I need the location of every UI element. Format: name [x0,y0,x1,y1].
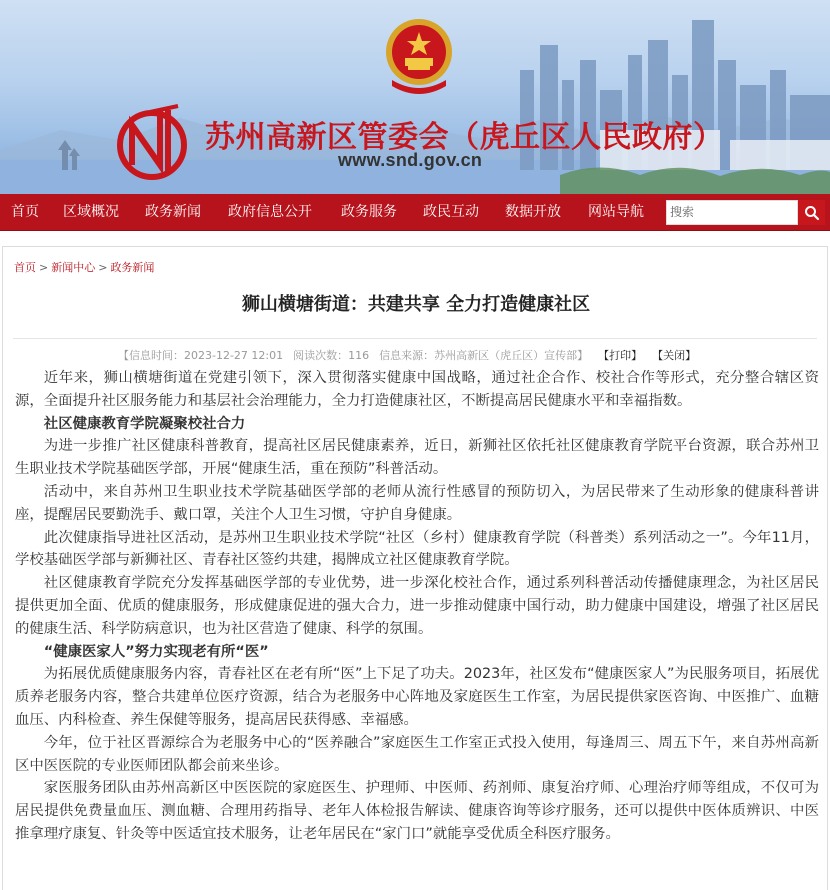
article-paragraph: 为拓展优质健康服务内容，青春社区在老有所“医”上下足了功夫。2023年，社区发布“健康医家人”为民服务项目，拓展优质养老服务内容，整合共建单位医疗资源，结合为老服务中心阵地及家庭医生工作室，为居民提供家医咨询、中医推广、血糖血压、内科检查、养生保健等服务，提高居民获得感、幸福感。 [15,666,819,728]
article-paragraph: 今年，位于社区晋源综合为老服务中心的“医养融合”家庭医生工作室正式投入使用，每逢周三、周五下午，来自苏州高新区中医医院的专业医师团队都会前来坐诊。 [15,734,819,774]
breadcrumb-gov-news[interactable]: 政务新闻 [110,261,155,274]
nav-item-overview[interactable]: 区域概况 [63,204,119,220]
article-paragraph: 近年来，狮山横塘街道在党建引领下，深入贯彻落实健康中国战略，通过社企合作、校社合作等形式，充分整合辖区资源，全面提升社区服务能力和基层社会治理能力，全力打造健康社区，不断提高居民健康水平和幸福指数。 [15,370,819,409]
article-title: 狮山横塘街道：共建共享 全力打造健康社区 [241,294,591,315]
article-paragraph: 活动中，来自苏州卫生职业技术学院基础医学部的老师从流行性感冒的预防切入，为居民带来了生动形象的健康科普讲座，提醒居民要勤洗手、戴口罩，关注个人卫生习惯，守护自身健康。 [15,483,819,523]
section-heading: 社区健康教育学院凝聚校社合力 [43,415,246,432]
search-icon [804,205,820,221]
article-paragraph: 家医服务团队由苏州高新区中医医院的家庭医生、护理师、中医师、药剂师、康复治疗师、心理治疗师等组成，不仅可为居民提供免费量血压、测血糖、合理用药指导、老年人体检报告解读、健康咨询等诊疗服务，还可以提供中医体质辨识、中医推拿理疗康复、针灸等中医适宜技术服务，让老年居民在“家门口”就能享受优质全科医疗服务。 [15,780,819,842]
search-input[interactable]: 搜索 [666,200,798,225]
meta-time: 2023-12-27 12:01 [184,349,284,362]
meta-views: 116 [348,349,370,362]
breadcrumb-home[interactable]: 首页 [14,261,36,274]
breadcrumb-news-center[interactable]: 新闻中心 [51,261,96,274]
section-heading: “健康医家人”努力实现老有所“医” [43,643,269,660]
nav-item-home[interactable]: 首页 [11,204,39,220]
site-title: 苏州高新区管委会（虎丘区人民政府） [205,120,724,155]
meta-source: 苏州高新区（虎丘区）宣传部】 [434,349,589,362]
breadcrumb: 首页 > 新闻中心 > 政务新闻 [14,261,155,274]
meta-views-label: 阅读次数： [293,349,349,362]
article-paragraph: 为进一步推广社区健康科普教育，提高社区居民健康素养，近日，新狮社区依托社区健康教育学院平台资源，联合苏州卫生职业技术学院基础医学部，开展“健康生活，重在预防”科普活动。 [15,438,819,478]
article-meta [118,347,696,363]
site-url: www.snd.gov.cn [338,150,483,170]
nav-item-services[interactable]: 政务服务 [341,204,397,220]
title-divider [13,338,817,339]
national-emblem-icon [386,19,452,94]
article-body [15,367,819,846]
article-paragraph: 此次健康指导进社区活动，是苏州卫生职业技术学院“社区（乡村）健康教育学院（科普类）系列活动之一”。今年11月，学校基础医学部与新狮社区、青春社区签约共建，揭牌成立社区健康教育学院。 [15,529,819,569]
search-button[interactable] [798,200,825,225]
nav-item-interaction[interactable]: 政民互动 [423,204,479,220]
nav-item-news[interactable]: 政务新闻 [145,204,201,220]
meta-source-label: 信息来源： [379,349,435,362]
print-link[interactable]: 【打印】 [598,349,643,362]
header-banner [0,0,830,194]
nav-item-gov-info[interactable]: 政府信息公开 [228,204,312,220]
nav-item-site-nav[interactable]: 网站导航 [588,204,644,220]
article-paragraph: 社区健康教育学院充分发挥基础医学部的专业优势，进一步深化校社合作，通过系列科普活动传播健康理念，为社区居民提供更加全面、优质的健康服务，形成健康促进的强大合力，进一步推动健康中国行动，助力健康中国建设，增强了社区居民的健康生活、科学防病意识，也为社区营造了健康、科学的氛围。 [15,575,819,637]
meta-time-label: 【信息时间： [118,349,184,362]
nav-item-open-data[interactable]: 数据开放 [505,204,561,220]
close-link[interactable]: 【关闭】 [652,349,697,362]
article-panel [2,246,828,890]
